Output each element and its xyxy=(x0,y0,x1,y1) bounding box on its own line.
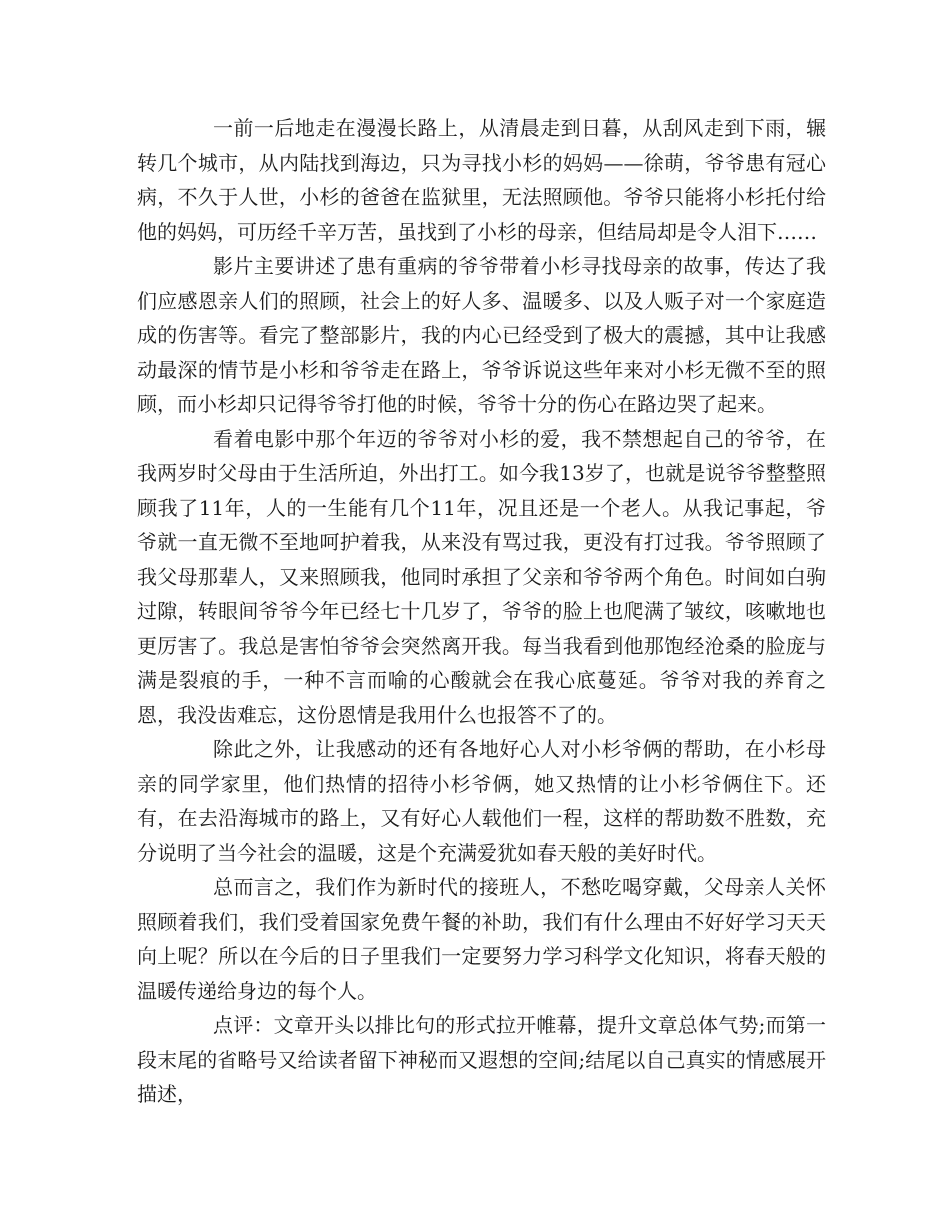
paragraph-conclusion: 总而言之，我们作为新时代的接班人，不愁吃喝穿戴，父母亲人关怀照顾着我们，我们受着国家免费午餐的补助，我们有什么理由不好好学习天天向上呢？所以在今后的日子里我们一定要努力学习科学文化知识，将春天般的温暖传递给身边的每个人。 xyxy=(137,875,826,1003)
paragraph-film-summary: 影片主要讲述了患有重病的爷爷带着小杉寻找母亲的故事，传达了我们应感恩亲人们的照顾，社会上的好人多、温暖多、以及人贩子对一个家庭造成的伤害等。看完了整部影片，我的内心已经受到了极大的震撼，其中让我感动最深的情节是小杉和爷爷走在路上，爷爷诉说这些年来对小杉无微不至的照顾，而小杉却只记得爷爷打他的时候，爷爷十分的伤心在路边哭了起来。 xyxy=(137,254,826,416)
document-body xyxy=(137,111,826,1112)
paragraph-commentary: 点评：文章开头以排比句的形式拉开帷幕，提升文章总体气势;而第一段末尾的省略号又给读者留下神秘而又遐想的空间;结尾以自己真实的情感展开描述， xyxy=(137,1013,826,1106)
paragraph-journey: 一前一后地走在漫漫长路上，从清晨走到日暮，从刮风走到下雨，辗转几个城市，从内陆找到海边，只为寻找小杉的妈妈——徐萌，爷爷患有冠心病，不久于人世，小杉的爸爸在监狱里，无法照顾他。爷爷只能将小杉托付给他的妈妈，可历经千辛万苦，虽找到了小杉的母亲，但结局却是令人泪下…… xyxy=(137,116,826,244)
paragraph-kind-strangers: 除此之外，让我感动的还有各地好心人对小杉爷俩的帮助，在小杉母亲的同学家里，他们热情的招待小杉爷俩，她又热情的让小杉爷俩住下。还有，在去沿海城市的路上，又有好心人载他们一程，这样的帮助数不胜数，充分说明了当今社会的温暖，这是个充满爱犹如春天般的美好时代。 xyxy=(137,737,826,865)
paragraph-own-grandfather: 看着电影中那个年迈的爷爷对小杉的爱，我不禁想起自己的爷爷，在我两岁时父母由于生活所迫，外出打工。如今我13岁了，也就是说爷爷整整照顾我了11年，人的一生能有几个11年，况且还是一个老人。从我记事起，爷爷就一直无微不至地呵护着我，从来没有骂过我，更没有打过我。爷爷照顾了我父母那辈人，又来照顾我，他同时承担了父亲和爷爷两个角色。时间如白驹过隙，转眼间爷爷今年已经七十几岁了，爷爷的脸上也爬满了皱纹，咳嗽地也更厉害了。我总是害怕爷爷会突然离开我。每当我看到他那饱经沧桑的脸庞与满是裂痕的手，一种不言而喻的心酸就会在我心底蔓延。爷爷对我的养育之恩，我没齿难忘，这份恩情是我用什么也报答不了的。 xyxy=(137,426,826,727)
